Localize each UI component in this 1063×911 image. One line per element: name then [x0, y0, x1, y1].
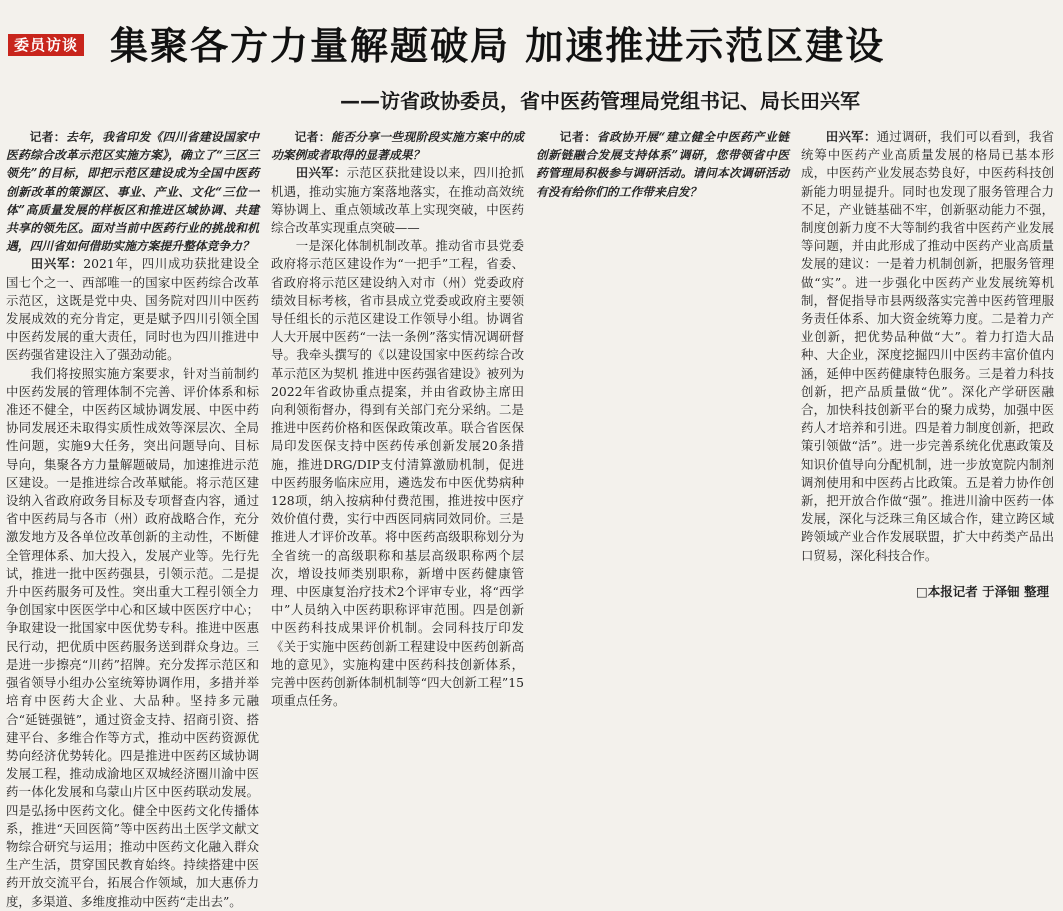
question-1	[6, 128, 259, 255]
question-2	[271, 128, 524, 164]
article-column-3	[536, 128, 789, 598]
answer-text: 通过调研，我们可以看到，我省统筹中医药产业高质量发展的格局已基本形成，中医药产业发展态势良好，中医药科技创新能力明显提升。同时也发现了服务管理合力不足，产业链基础不牢，创新驱动能力不强，制度创新力度不大等制约我省中医药产业发展等问题，并由此形成了推动中医药产业高质量发展的建议：一是着力机制创新，把服务管理做“实”。进一步强化中医药产业发展统筹机制，督促指导市县两级落实完善中医药管理服务责任体系、加大资金统筹力度。二是着力产业创新，把优势品种做“大”。着力打造大品种、大企业，深度挖掘四川中医药丰富价值内涵，延伸中医药健康特色服务。三是着力科技创新，把产品质量做“优”。深化产学研医融合，加快科技创新平台的聚力成势，加强中医药人才培养和引进。四是着力制度创新，把政策引领做“活”。进一步完善系统化优惠政策及知识价值导向分配机制，进一步放宽院内制剂调剂使用和中医药占比政策。五是着力协作创新，把开放合作做“强”。推进川渝中医药一体发展，深化与泛珠三角区域合作，建立跨区域跨领域产业合作发展联盟，扩大中药类产品出口贸易，深化科技合作。	[801, 129, 1055, 563]
question-speaker: 记者：	[29, 130, 66, 144]
question-speaker: 记者：	[294, 130, 331, 144]
answer-text: 示范区获批建设以来，四川抢抓机遇，推动实施方案落地落实，在推动高效统筹协调上、重点领域改革上实现突破，中医药综合改革实现重点突破——	[271, 165, 525, 236]
answer-2	[271, 164, 524, 237]
subheadline: ——访省政协委员，省中医药管理局党组书记、局长田兴军	[340, 89, 860, 113]
answer-1	[6, 255, 259, 364]
section-tag: 委员访谈	[8, 34, 84, 56]
answer-text: 2021年，四川成功获批建设全国七个之一、西部唯一的国家中医药综合改革示范区，这既是党中央、国务院对四川中医药发展成效的充分肯定，更是赋予四川引领全国中医药发展的重大责任，同时也为四川推进中医药强省建设注入了强劲动能。	[6, 256, 259, 363]
answer-speaker: 田兴军：	[30, 256, 84, 272]
answer-2-paragraph-2: 一是深化体制机制改革。推动省市县党委政府将示范区建设作为“一把手”工程，省委、省政府将示范区建设纳入对市（州）党委政府绩效目标考核，省市县成立党委或政府主要领导任组长的示范区建设工作领导小组。协调省人大开展中医药“一法一条例”落实情况调研督导。我牵头撰写的《以建设国家中医药综合改革示范区为契机 推进中医药强省建设》被列为2022年省政协重点提案，并由省政协主席田向利领衔督办，得到有关部门充分采纳。二是推进中医药价格和医保政策改革。联合省医保局印发医保支持中医药传承创新发展20条措施，推进DRG/DIP支付清算激励机制，促进中医药服务临床应用，遴选发布中医优势病种128项，纳入按病种付费范围，推进按中医疗效价值付费，实行中西医同病同效同价。三是推进人才评价改革。将中医药高级职称划分为全省统一的高级职称和基层高级职称两个层次，增设技师类别职称，新增中医药健康管理、中医康复治疗技术2个评审专业，将“西学中”人员纳入中医药职称评审范围。四是创新中医药科技成果评价机制。会同科技厅印发《关于实施中医药创新工程建设中医药创新高地的意见》，实施构建中医药科技创新体系，完善中医药创新体制机制等“四大创新工程”15项重点任务。	[271, 238, 524, 709]
question-text: 能否分享一些现阶段实施方案中的成功案例或者取得的显著成果？	[271, 130, 524, 163]
answer-3	[801, 128, 1054, 565]
answer-speaker: 田兴军：	[295, 165, 347, 181]
question-speaker: 记者：	[559, 130, 597, 144]
headline: 集聚各方力量解题破局 加速推进示范区建设	[110, 24, 886, 68]
answer-speaker: 田兴军：	[825, 129, 877, 144]
question-text: 去年，我省印发《四川省建设国家中医药综合改革示范区实施方案》，确立了“三区三领先”的目标，即把示范区建设成为全国中医药创新改革的策源区、事业、产业、文化“三位一体”高质量发展的样板区和推进区域协调、共建共享的领先区。面对当前中医药行业的挑战和机遇，四川省如何借助实施方案提升整体竞争力？	[6, 130, 259, 254]
question-text: 省政协开展“建立健全中医药产业链创新链融合发展支持体系”调研，您带领省中医药管理局积极参与调研活动。请问本次调研活动有没有给你们的工作带来启发？	[536, 130, 789, 199]
byline: □本报记者 于泽钿 整理	[915, 584, 1049, 599]
article-body	[6, 128, 1058, 909]
article-column-4	[801, 128, 1054, 598]
question-3	[536, 128, 789, 201]
answer-1-paragraph-2: 我们将按照实施方案要求，针对当前制约中医药发展的管理体制不完善、评价体系和标准还不健全，中医药区域协调发展、中医中药协同发展还未取得实质性成效等深层次、全局性问题，实施9大任务，突出问题导向、目标导向，集聚各方力量解题破局，加速推进示范区建设。一是推进综合改革赋能。将示范区建设纳入省政府政务目标及专项督查内容，通过省中医药局与各市（州）政府战略合作，充分激发地方及各单位改革创新的主动性，不断健全管理体系、加大投入，发展产业等。先行先试，推进一批中医药强县，引领示范。二是提升中医药服务可及性。突出重大工程引领全力争创国家中医医学中心和区域中医医疗中心；争取建设一批国家中医优势专科。推进中医惠民行动，把优质中医药服务送到群众身边。三是进一步擦亮“川药”招牌。充分发挥示范区和强省领导小组办公室统筹协调作用，多措并举培育中医药大企业、大品种。坚持多元融合“延链强链”，通过资金支持、招商引资、搭建平台、多维合作等方式，推动中医药资源优势向经济优势转化。四是推进中医药区域协调发展工程，推动成渝地区双城经济圈川渝中医药一体化发展和乌蒙山片区中医药联动发展。四是弘扬中医药文化。健全中医药文化传播体系，推进“天回医简”等中医药出土医学文献文物综合研究与运用；推动中医药文化融入群众生产生活，贯穿国民教育始终。持续搭建中医药开放交流平台，拓展合作领域，加大惠侨力度，多渠道、多维度推动中医药“走出去”。	[6, 365, 259, 909]
article-column-1	[6, 128, 259, 909]
article-column-2	[271, 128, 525, 709]
